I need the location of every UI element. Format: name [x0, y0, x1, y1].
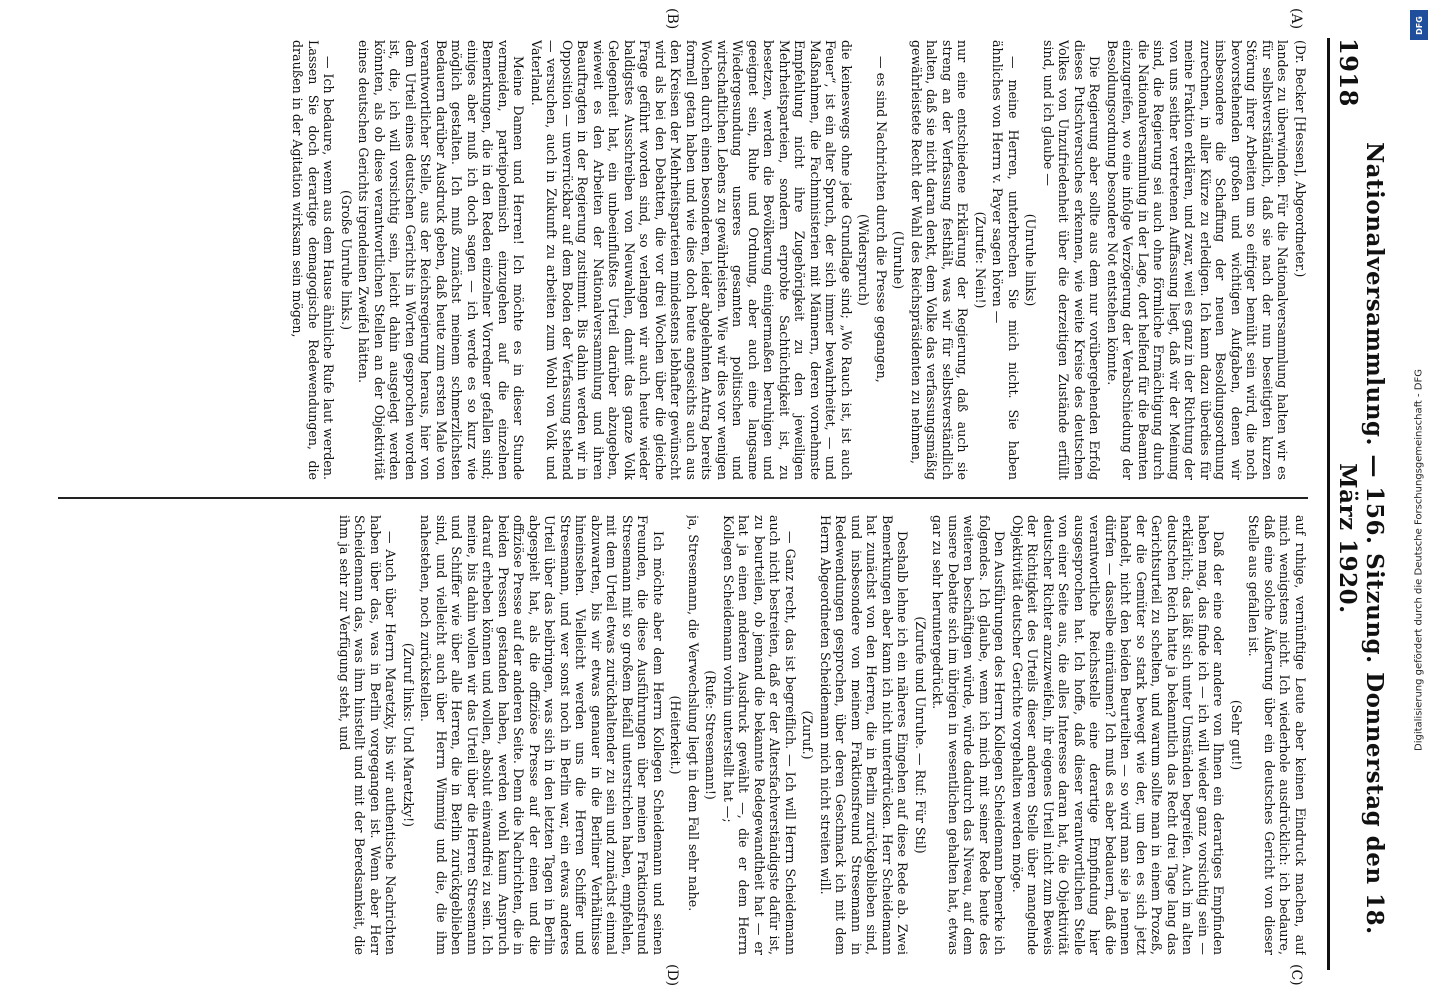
interjection: (Unruhe) — [891, 230, 907, 290]
page-header — [1327, 38, 1388, 970]
interjection: (Zurufe: Nein!) — [973, 211, 988, 309]
interjection: (Sehr gut!) — [1229, 699, 1244, 771]
text-column-right — [48, 515, 1308, 955]
paragraph: — meine Herren, unterbrechen Sie mich nicht. Sie haben ähnliches von Herrn v. Payer sagen hören — — [990, 40, 1021, 480]
paragraph: landes zu überwinden. Für die Nationalversammlung halten wir es für selbstverständlich, daß sie nach der nun beseitigten kurzen Störung ihrer Arbeiten um so eifriger bemüht sein wird, die noch bevorstehenden großen und wichtigen Aufgaben, denen wir insbesondere die Schaffung der neuen Besoldungsordnung zurechnen, in aller Kürze zu erledigen. Ich kann dazu überdies für meine Fraktion erklären, und zwar, weil es ganz in der Richtung der von uns seither vertretenen Auffassung liegt, daß wir der Meinung sind, die Regierung sei auch ohne förmliche Ermächtigung durch die Nationalversammlung in der Lage, dort helfend für die Beamten einzugreifen, wo eine infolge Verzögerung der Verabschiedung der Besoldungsordnung besondere Not entstehen könnte. — [1105, 40, 1291, 480]
paragraph: Die Regierung aber sollte aus dem nur vorübergehenden Erfolg dieses Putschversuches erkennen, wie weite Kreise des deutschen Volkes von Unzufriedenheit über die derzeitigen Zustände erfüllt sind, und ich glaube — — [1041, 40, 1103, 480]
dfg-logo-icon — [1410, 10, 1428, 40]
column-divider — [58, 497, 1308, 499]
credit-text: Digitalisierung gefördert durch die Deutsche Forschungsgemeinschaft - DFG — [1413, 368, 1425, 752]
paragraph: ja, Stresemann, die Verwechslung liegt in dem Fall sehr nahe. — [686, 515, 701, 912]
speaker-line: (Dr. Becker [Hessen], Abgeordneter.) — [1293, 40, 1308, 278]
paragraph: — es sind Nachrichten durch die Presse gegangen, — [874, 56, 889, 383]
paragraph: Den Ausführungen des Herrn Kollegen Scheidemann bemerke ich folgendes. Ich glaube, wenn ich mich mit seiner Rede heute des weiteren beschäftigen würde, würde dadurch das Niveau, auf dem unsere Debatte sich im übrigen in wesentlichen gehalten hat, etwas gar zu sehr heruntergedrückt. — [930, 515, 1008, 955]
page-number: 1918 — [1334, 38, 1363, 107]
paragraph: Ich möchte aber dem Herrn Kollegen Scheidemann und seinen Freunden, die diese Ausführungen über meinen Fraktionsfreund Stresemann mit so großem Beifall unterstrichen haben, empfehlen, mit dem Urteil etwas zurückhaltender zu sein und zunächst einmal abzuwarten, bis wir etwas genauer in die Berliner Verhältnisse hineinsehen. Vielleicht werden uns die Herren Schiffer und Stresemann, und wer sonst noch in Berlin war, ein etwas anderes Urteil über das beibringen, was sich in den letzten Tagen in Berlin abgespielt hat, als die offiziöse Presse auf der einen und die offiziöse Presse auf der anderen Seite. Denn die Nachrichten, die in beiden Pressen gestanden haben, werden wohl kaum Anspruch darauf erheben können und wollen, absolut einwandfrei zu sein. Ich meine, bis dahin wollen wir das Urteil über die Herren Stresemann und Schiffer wie über alle Herren, die in Berlin zurückgeblieben sind, und vielleicht auch über Herrn Wimmig und die, die ihm nahestehen, noch zurückstellen. — [418, 515, 666, 955]
dfg-logo-text: DFG — [1414, 15, 1424, 35]
margin-mark-d: (D) — [664, 964, 680, 987]
digitization-credit — [1405, 0, 1434, 1000]
paragraph: Deshalb lehne ich ein näheres Eingehen auf diese Rede ab. Zwei Bemerkungen aber kann ich nicht unterdrücken. Herr Scheidemann hat zunächst von den Herren, die in Berlin zurückgeblieben sind, und insbesondere von meinem Fraktionsfreund Stresemann in Redewendungen gesprochen, über deren Geschmack ich mit dem Herrn Abgeordneten Scheidemann mich nicht streiten will. — [818, 515, 911, 955]
interjection: (Rufe: Stresemann!) — [703, 670, 719, 800]
paragraph: Meine Damen und Herren! Ich möchte es in dieser Stunde vermeiden, parteipolemisch einzugehen auf die einzelnen Bemerkungen, die in den Reden einzelner Vorredner gefallen sind; einiges aber muß ich doch sagen — ich werde es so kurz wie möglich gestalten. Ich muß zunächst meinem schmerzlichsten Bedauern darüber Ausdruck geben, daß heute zum ersten Male von verantwortlicher Stelle, aus der Reichsregierung heraus, hier von dem Urteil eines deutschen Gerichts in Worten gesprochen worden ist, die, ich will vorsichtig sein, leicht dahin ausgelegt werden könnten, als ob diese verantwortlichen Stellen an der Objektivität eines deutschen Gerichts irgendeinen Zweifel hätten. — [356, 40, 527, 480]
margin-mark-a: (A) — [1288, 8, 1304, 30]
interjection: (Zurufe und Unruhe. — Ruf: Für Stil) — [913, 616, 928, 854]
paragraph: die keineswegs ohne jede Grundlage sind; „Wo Rauch ist, ist auch Feuer“, ist ein alter Spruch, der sich immer bewahrheitet, — und Maßnahmen, die Fachministerien mit Männern, deren vornehmste Empfehlung nicht ihre Zugehörigkeit zu den jeweiligen Mehrheitsparteien, sondern erprobte Sachtüchtigkeit ist, zu besetzen, werden die Bevölkerung einigermaßen beruhigen und geeignet sein, Ruhe und Ordnung, aber auch eine langsame Wiedergesundung unseres gesamten politischen und wirtschaftlichen Lebens zu gewährleisten. Wie wir dies vor wenigen Wochen durch einen besonderen, leider abgelehnten Antrag bereits formell getan haben und wie dies doch heute angesichts auch aus den Kreisen der Mehrheitsparteien mindestens lebhafter gewünscht wird als bei den Debatten, die vor drei Wochen über die gleiche Frage geführt worden sind, so verlangen wir auch heute wieder baldigstes Ausschreiben von Neuwahlen, damit das ganze Volk Gelegenheit hat, ein unbeeinflußtes Urteil darüber abzugeben, wieweit es den Arbeiten der Nationalversammlung und ihren Beauftragten in der Regierung zustimmt. Bis dahin werden wir in Opposition — unverrückbar auf dem Boden der Verfassung stehend — versuchen, auch in Zukunft zu arbeiten zum Wohl von Volk und Vaterland. — [529, 40, 854, 480]
paragraph: — Auch über Herrn Maretzky, bis wir authentische Nachrichten haben über das, was in Berlin vorgegangen ist. Wenn aber Herr Scheidemann das, was ihm hinstellt und mit der Beredsamkeit, die ihm ja sehr zur Verfügung steht, und — [337, 515, 399, 955]
paragraph: Daß der eine oder andere von Ihnen ein derartiges Empfinden haben mag, das finde ich — ich will wieder ganz vorsichtig sein — erklärlich; das läßt sich unter Umständen begreifen. Auch im alten deutschen Reich hatte ja bekanntlich das Recht drei Tage lang das Gerichtsurteil zu schelten, und warum sollte man in einem Prozeß, der die Gemüter so stark bewegt wie der, um den es sich jetzt handelt, nicht den beiden Beurteilten — so wird man sie ja nennen dürfen — dasselbe einräumen? Ich muß es aber bedauern, daß die verantwortliche Reichsstelle eine derartige Empfindung hier ausgesprochen hat. Ich hoffe, daß dieser verantwortlichen Stelle von einer Seite aus, die alles Interesse daran hat, die Objektivität deutscher Richter anzuzweifeln, ihr eigenes Urteil nicht zum Beweis der Richtigkeit des Urteils dieser anderen Stelle über mangelnde Objektivität deutscher Gerichte vorgehalten werden möge. — [1010, 515, 1227, 955]
paragraph: nur eine entschiedene Erklärung der Regierung, daß auch sie streng an der Verfassung festhält, was wir für selbstverständlich halten, daß sie nicht daran denkt, dem Volke das verfassungsmäßig gewährleistete Recht der Wahl des Reichspräsidenten zu nehmen, — [909, 40, 971, 480]
interjection: (Zuruf links: Und Maretzky!) — [401, 642, 416, 828]
interjection: (Große Unruhe links.) — [339, 189, 354, 331]
paragraph: — Ganz recht, das ist begreiflich. — Ich will Herrn Scheidemann auch nicht bestreiten, daß er der Altersfachverständigste dafür ist, zu beurteilen, ob jemand die bekannte Redegewandtheit hat — er hat ja einen anderen Ausdruck gewählt —, die er dem Herrn Kollegen Scheidemann vorhin unterstellt hat —; — [721, 515, 798, 955]
page-title: Nationalversammlung. — 156. Sitzung. Donnerstag den 18. März 1920. — [1334, 142, 1388, 935]
interjection: (Heiterkeit.) — [668, 695, 684, 775]
paragraph: auf ruhige, vernünftige Leute aber keinen Eindruck machen, auf mich wenigstens nicht. Ich wiederhole ausdrücklich: ich bedaure, daß eine solche Äußerung über ein deutsches Gericht von dieser Stelle aus gefallen ist. — [1246, 515, 1308, 955]
margin-mark-c: (C) — [1288, 964, 1304, 986]
paragraph: — Ich bedaure, wenn aus dem Hause ähnliche Rufe laut werden. Lassen Sie doch derartige demagogische Redewendungen, die draußen in der Agitation wirksam sein mögen, — [290, 40, 337, 480]
text-column-left — [48, 40, 1308, 480]
interjection: (Unruhe links) — [1023, 213, 1039, 307]
margin-mark-b: (B) — [664, 8, 680, 30]
interjection: (Zuruf.) — [800, 710, 816, 760]
interjection: (Widerspruch) — [856, 214, 872, 306]
